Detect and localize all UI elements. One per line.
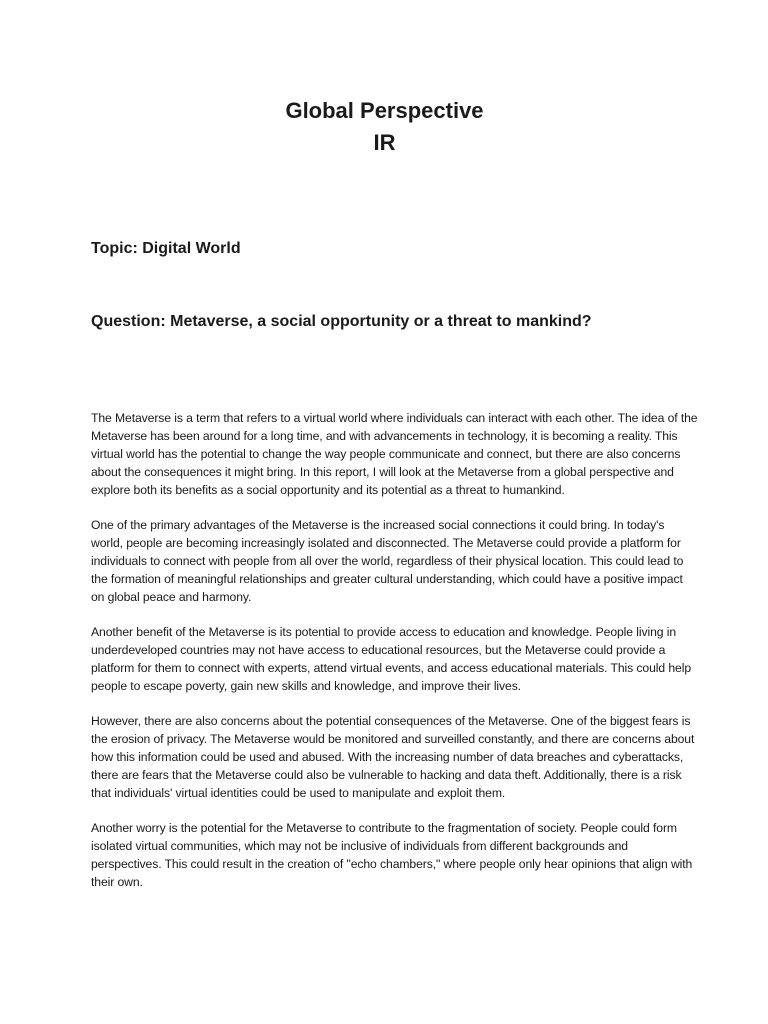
body-text [91,409,698,891]
paragraph-education: Another benefit of the Metaverse is its potential to provide access to education and knowledge. People living in underdeveloped countries may not have access to educational resources, but the Metaverse could provide a platform for them to connect with experts, attend virtual events, and access educational materials. This could help people to escape poverty, gain new skills and knowledge, and improve their lives. [91,625,692,693]
title-block [71,0,698,159]
paragraph-social-connections: One of the primary advantages of the Metaverse is the increased social connections it could bring. In today's world, people are becoming increasingly isolated and disconnected. The Metaverse could provide a platform for individuals to connect with people from all over the world, regardless of their physical location. This could lead to the formation of meaningful relationships and greater cultural understanding, which could have a positive impact on global peace and harmony. [91,518,684,604]
document-title: Global Perspective [285,98,484,123]
document-subtitle: IR [373,130,396,155]
paragraph-intro: The Metaverse is a term that refers to a virtual world where individuals can interact with each other. The idea of the Metaverse has been around for a long time, and with advancements in technology, it is becoming a reality. This virtual world has the potential to change the way people communicate and connect, but there are also concerns about the consequences it might bring. In this report, I will look at the Metaverse from a global perspective and explore both its benefits as a social opportunity and its potential as a threat to humankind. [91,411,698,497]
topic-heading: Topic: Digital World [91,240,241,257]
paragraph-fragmentation: Another worry is the potential for the Metaverse to contribute to the fragmentation of society. People could form isolated virtual communities, which may not be inclusive of individuals from different backgrounds and perspectives. This could result in the creation of "echo chambers," where people only hear opinions that align with their own. [91,821,693,889]
question-heading: Question: Metaverse, a social opportunity or a threat to mankind? [91,313,592,330]
paragraph-privacy: However, there are also concerns about the potential consequences of the Metaverse. One of the biggest fears is the erosion of privacy. The Metaverse would be monitored and surveilled constantly, and there are concerns about how this information could be used and abused. With the increasing number of data breaches and cyberattacks, there are fears that the Metaverse could also be vulnerable to hacking and data theft. Additionally, there is a risk that individuals' virtual identities could be used to manipulate and exploit them. [91,714,695,800]
